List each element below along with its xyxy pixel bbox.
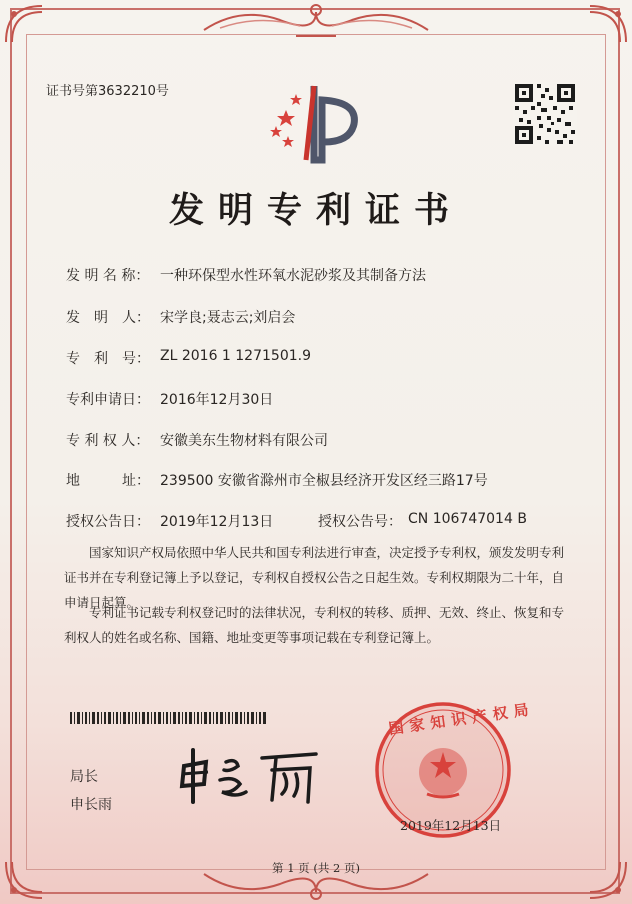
top-ornament-icon [200, 0, 432, 40]
certificate-number: 证书号第3632210号 [46, 84, 169, 99]
inventor-label: 发 明 人： [66, 310, 150, 326]
patent-number-value: ZL 2016 1 1271501.9 [160, 348, 311, 364]
grant-date-value: 2019年12月13日 [160, 514, 274, 530]
signer-role: 局长 [70, 769, 98, 785]
grant-date-label: 授权公告日： [66, 514, 150, 530]
invention-name-value: 一种环保型水性环氧水泥砂浆及其制备方法 [160, 268, 426, 284]
address-label: 地 址： [66, 473, 150, 489]
seal-date: 2019年12月13日 [400, 818, 502, 833]
qr-code-icon [513, 82, 577, 146]
seal-text: 国家知识产权局 [387, 699, 536, 739]
application-date-label: 专利申请日： [66, 392, 150, 408]
barcode-icon [70, 712, 266, 724]
body-paragraph-1: 国家知识产权局依照中华人民共和国专利法进行审查，决定授予专利权，颁发发明专利证书并在专利登记簿上予以登记，专利权自授权公告之日起生效。专利权期限为二十年，自申请日起算。 [64, 545, 565, 610]
signer-name: 申长雨 [70, 797, 112, 813]
body-text-2 [64, 600, 574, 650]
grant-number-value: CN 106747014 B [408, 511, 527, 527]
handwritten-signature-icon [176, 740, 326, 810]
address-value: 239500 安徽省滁州市全椒县经济开发区经三路17号 [160, 473, 488, 489]
application-date-value: 2016年12月30日 [160, 392, 274, 408]
patentee-label: 专 利 权 人： [66, 433, 150, 449]
patent-number-label: 专 利 号： [66, 351, 150, 367]
corner-ornament-icon [2, 2, 46, 46]
grant-number-label: 授权公告号： [318, 514, 402, 530]
page-title: 发明专利证书 [168, 190, 463, 231]
inventor-value: 宋学良;聂志云;刘启会 [160, 310, 296, 326]
patent-office-logo-icon [266, 80, 370, 166]
page-number: 第 1 页 (共 2 页) [272, 861, 360, 875]
corner-ornament-icon [586, 2, 630, 46]
invention-name-label: 发 明 名 称： [66, 268, 150, 284]
patentee-value: 安徽美东生物材料有限公司 [160, 433, 328, 449]
body-paragraph-2: 专利证书记载专利权登记时的法律状况，专利权的转移、质押、无效、终止、恢复和专利权人的姓名或名称、国籍、地址变更等事项记载在专利登记簿上。 [64, 605, 565, 645]
